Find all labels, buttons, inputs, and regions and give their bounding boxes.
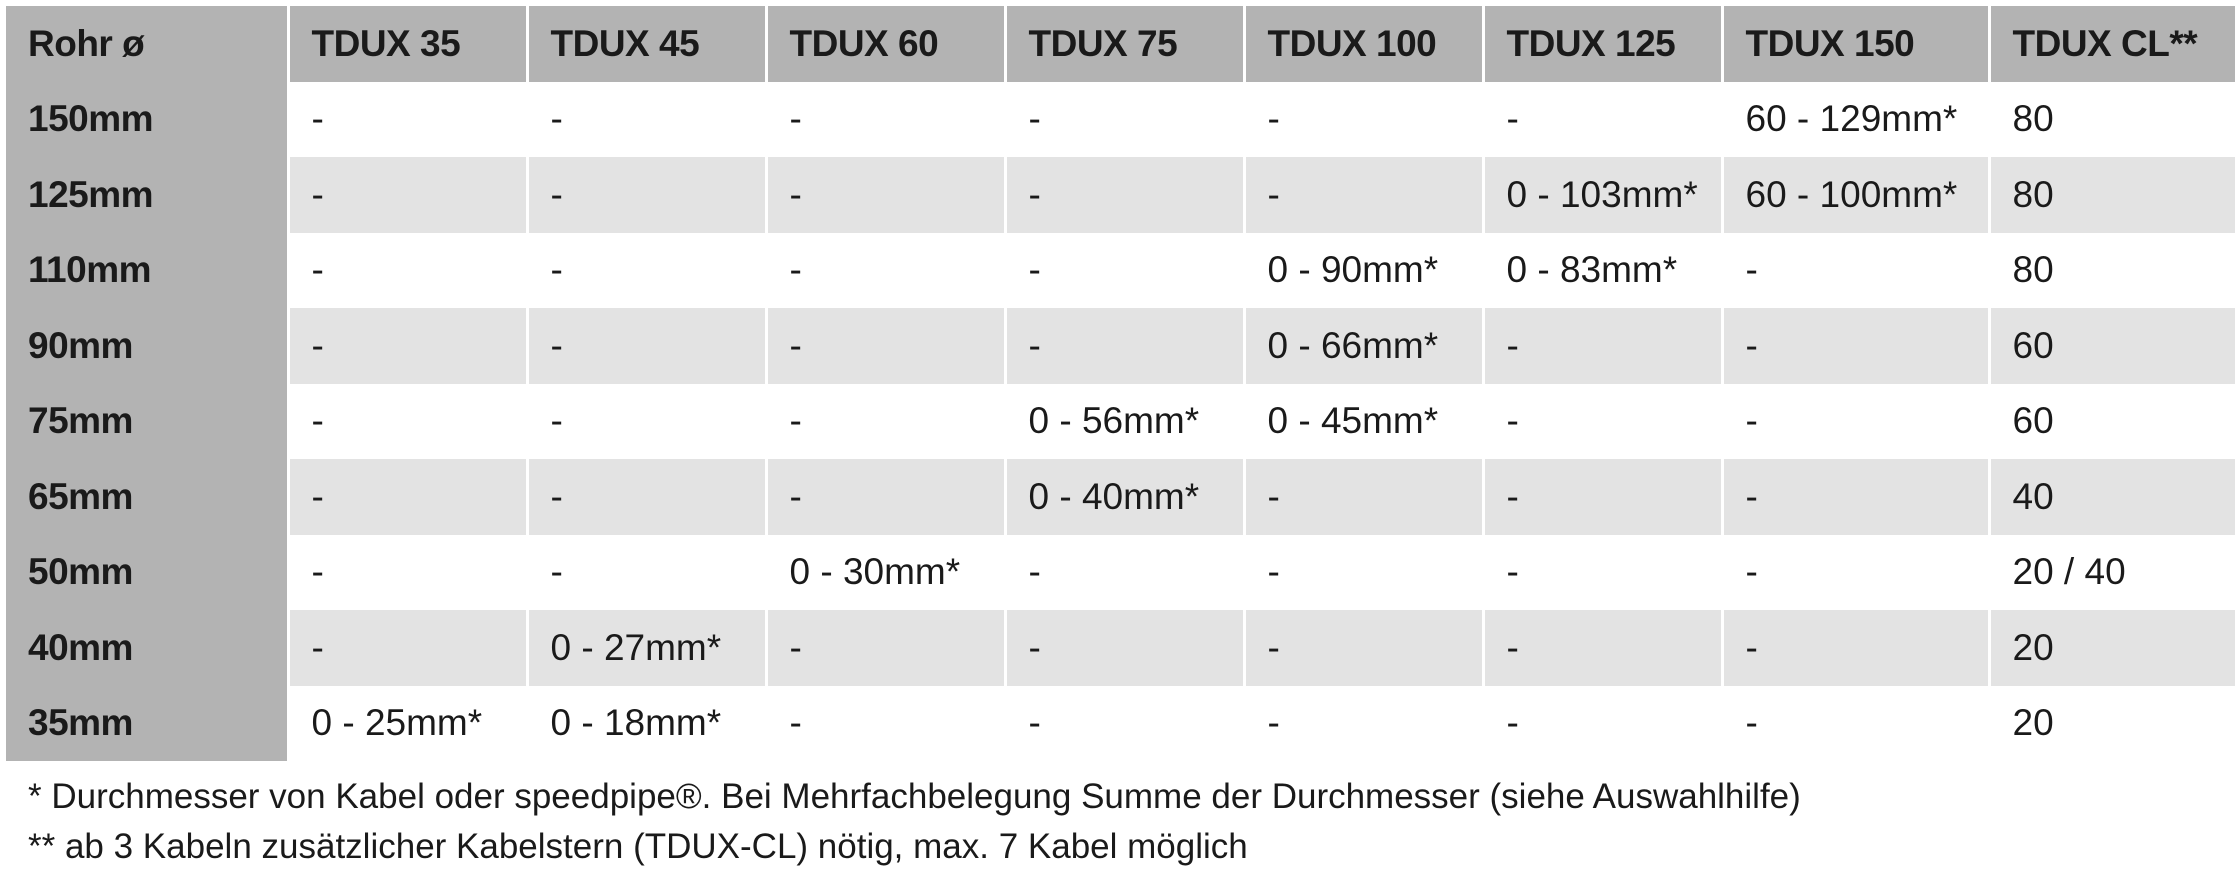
table-cell: -	[527, 384, 766, 460]
row-pipe-diameter: 110mm	[6, 233, 288, 309]
table-cell: -	[1722, 233, 1989, 309]
table-cell: -	[1005, 82, 1244, 158]
table-cell: -	[288, 459, 527, 535]
table-cell: -	[766, 686, 1005, 762]
table-cell: -	[766, 384, 1005, 460]
table-cell: -	[1005, 610, 1244, 686]
table-cell: 0 - 66mm*	[1244, 308, 1483, 384]
table-cell: -	[527, 233, 766, 309]
table-row	[6, 308, 2236, 384]
table-cell: 40	[1989, 459, 2236, 535]
table-cell: -	[1244, 459, 1483, 535]
table-cell: -	[527, 82, 766, 158]
row-pipe-diameter: 40mm	[6, 610, 288, 686]
table-cell: -	[1244, 157, 1483, 233]
header-tdux-125: TDUX 125	[1483, 6, 1722, 82]
table-cell: 0 - 56mm*	[1005, 384, 1244, 460]
table-cell: 0 - 25mm*	[288, 686, 527, 762]
header-pipe-diameter: Rohr ø	[6, 6, 288, 82]
table-cell: -	[1244, 610, 1483, 686]
table-cell: -	[288, 157, 527, 233]
table-cell: -	[527, 308, 766, 384]
table-row	[6, 233, 2236, 309]
table-cell: 60 - 100mm*	[1722, 157, 1989, 233]
table-cell: -	[1005, 233, 1244, 309]
table-cell: 60	[1989, 308, 2236, 384]
table-cell: 0 - 45mm*	[1244, 384, 1483, 460]
table-cell: -	[766, 308, 1005, 384]
table-cell: -	[1483, 610, 1722, 686]
header-tdux-75: TDUX 75	[1005, 6, 1244, 82]
table-cell: -	[766, 610, 1005, 686]
table-cell: -	[1722, 384, 1989, 460]
header-tdux-45: TDUX 45	[527, 6, 766, 82]
row-pipe-diameter: 35mm	[6, 686, 288, 762]
table-body	[6, 82, 2236, 762]
table-row	[6, 459, 2236, 535]
table-cell: -	[1005, 157, 1244, 233]
row-pipe-diameter: 90mm	[6, 308, 288, 384]
table-cell: 0 - 30mm*	[766, 535, 1005, 611]
row-pipe-diameter: 125mm	[6, 157, 288, 233]
table-cell: -	[527, 459, 766, 535]
table-cell: 0 - 103mm*	[1483, 157, 1722, 233]
table-cell: 60 - 129mm*	[1722, 82, 1989, 158]
table-row	[6, 82, 2236, 158]
row-pipe-diameter: 150mm	[6, 82, 288, 158]
table-cell: -	[288, 82, 527, 158]
table-cell: -	[1005, 686, 1244, 762]
table-cell: -	[288, 535, 527, 611]
table-cell: -	[1722, 308, 1989, 384]
table-cell: 60	[1989, 384, 2236, 460]
table-cell: -	[1244, 82, 1483, 158]
table-cell: -	[1722, 535, 1989, 611]
table-cell: -	[288, 610, 527, 686]
table-cell: 0 - 40mm*	[1005, 459, 1244, 535]
footnote-double-asterisk: ** ab 3 Kabeln zusätzlicher Kabelstern (TDUX-CL) nötig, max. 7 Kabel möglich	[28, 827, 1248, 866]
table-cell: 80	[1989, 82, 2236, 158]
table-cell: -	[1722, 686, 1989, 762]
table-cell: 20 / 40	[1989, 535, 2236, 611]
table-cell: -	[527, 157, 766, 233]
table-cell: -	[288, 233, 527, 309]
table-cell: -	[766, 459, 1005, 535]
table-cell: 80	[1989, 233, 2236, 309]
table-header-row	[6, 6, 2236, 82]
table-row	[6, 535, 2236, 611]
compatibility-table	[6, 6, 2236, 761]
header-tdux-60: TDUX 60	[766, 6, 1005, 82]
table-row	[6, 384, 2236, 460]
table-cell: -	[1244, 535, 1483, 611]
footnotes	[28, 772, 1801, 872]
table-cell: 20	[1989, 610, 2236, 686]
table-cell: -	[527, 535, 766, 611]
header-tdux-cl: TDUX CL**	[1989, 6, 2236, 82]
table-row	[6, 157, 2236, 233]
table-cell: -	[1483, 686, 1722, 762]
table-cell: -	[288, 308, 527, 384]
row-pipe-diameter: 75mm	[6, 384, 288, 460]
table-cell: -	[1722, 610, 1989, 686]
table-row	[6, 610, 2236, 686]
table-cell: 0 - 27mm*	[527, 610, 766, 686]
table-row	[6, 686, 2236, 762]
table-cell: -	[766, 82, 1005, 158]
footnote-single-asterisk: * Durchmesser von Kabel oder speedpipe®. Bei Mehrfachbelegung Summe der Durchmesser (siehe Auswahlhilfe)	[28, 777, 1801, 816]
table-cell: -	[1483, 82, 1722, 158]
table-cell: -	[1005, 535, 1244, 611]
table-cell: -	[1722, 459, 1989, 535]
table-cell: -	[1483, 459, 1722, 535]
table-cell: -	[1483, 308, 1722, 384]
header-tdux-100: TDUX 100	[1244, 6, 1483, 82]
table-cell: -	[288, 384, 527, 460]
table-cell: 80	[1989, 157, 2236, 233]
table-cell: 0 - 83mm*	[1483, 233, 1722, 309]
table-cell: 0 - 90mm*	[1244, 233, 1483, 309]
header-tdux-150: TDUX 150	[1722, 6, 1989, 82]
header-tdux-35: TDUX 35	[288, 6, 527, 82]
table-cell: -	[1483, 384, 1722, 460]
table-cell: 0 - 18mm*	[527, 686, 766, 762]
table-cell: -	[1005, 308, 1244, 384]
table-cell: 20	[1989, 686, 2236, 762]
table-cell: -	[1244, 686, 1483, 762]
table-cell: -	[1483, 535, 1722, 611]
table-cell: -	[766, 233, 1005, 309]
table-cell: -	[766, 157, 1005, 233]
row-pipe-diameter: 65mm	[6, 459, 288, 535]
row-pipe-diameter: 50mm	[6, 535, 288, 611]
